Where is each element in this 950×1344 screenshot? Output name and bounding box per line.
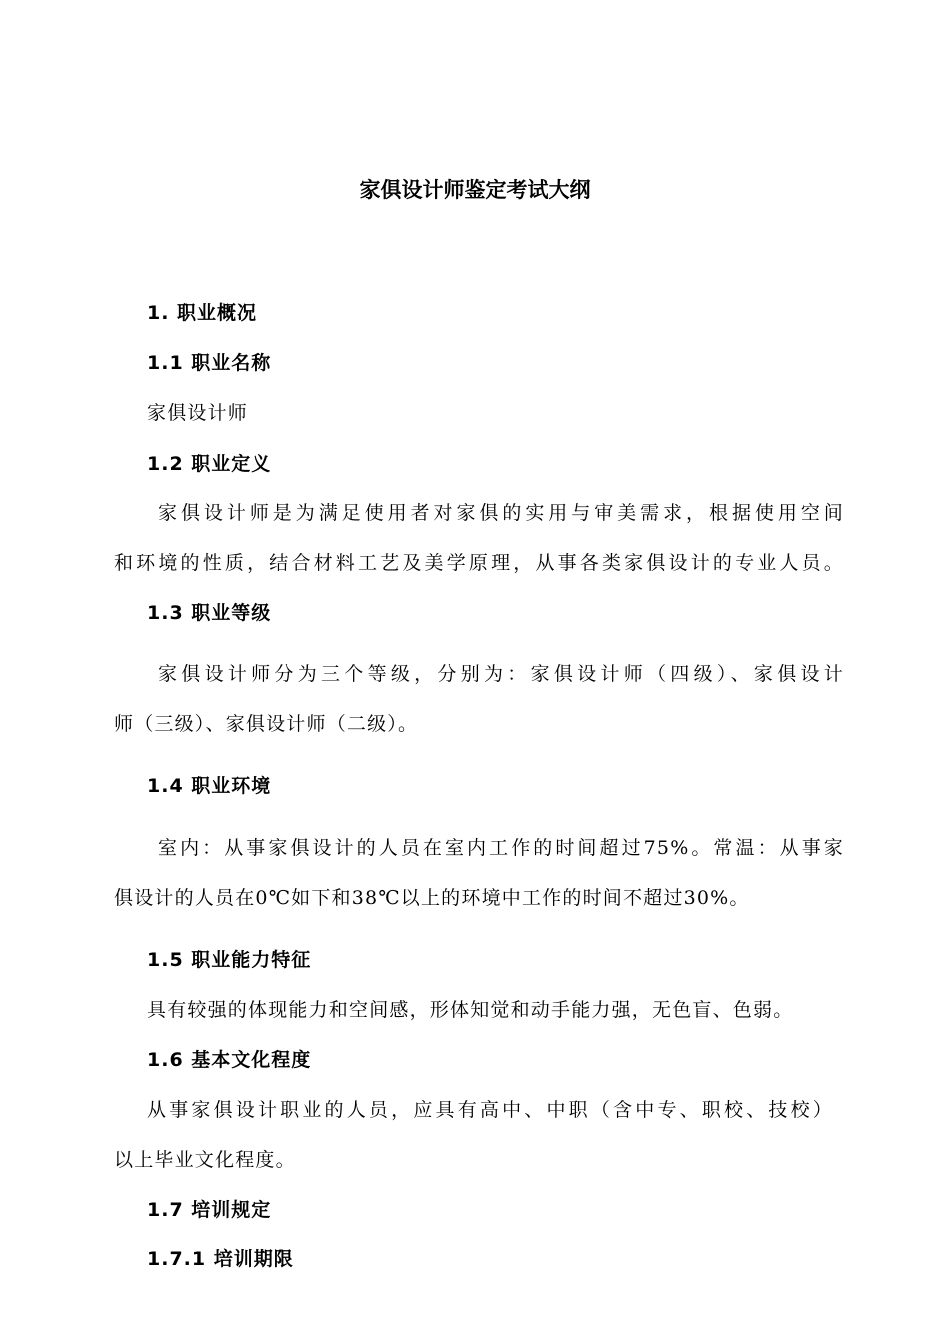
section-heading-1-2: 1.2 职业定义 (147, 453, 272, 475)
environment-line-2: 俱设计的人员在0℃如下和38℃以上的环境中工作的时间不超过30%。 (114, 887, 750, 909)
section-heading-1-4: 1.4 职业环境 (147, 775, 272, 797)
section-heading-1-3: 1.3 职业等级 (147, 602, 272, 624)
education-line-1: 从事家俱设计职业的人员，应具有高中、中职（含中专、职校、技校） (147, 1099, 833, 1121)
occupation-name-text: 家俱设计师 (147, 402, 249, 424)
education-line-2: 以上毕业文化程度。 (114, 1149, 296, 1171)
section-heading-1-6: 1.6 基本文化程度 (147, 1049, 312, 1071)
section-heading-1: 1. 职业概况 (147, 302, 258, 324)
environment-line-1: 室内：从事家俱设计的人员在室内工作的时间超过75%。常温：从事家 (158, 837, 844, 859)
section-heading-1-7-1: 1.7.1 培训期限 (147, 1248, 294, 1270)
definition-line-2: 和环境的性质，结合材料工艺及美学原理，从事各类家俱设计的专业人员。 (114, 552, 844, 574)
ability-text: 具有较强的体现能力和空间感，形体知觉和动手能力强，无色盲、色弱。 (147, 999, 794, 1021)
section-heading-1-5: 1.5 职业能力特征 (147, 949, 312, 971)
grades-line-1: 家俱设计师分为三个等级，分别为：家俱设计师（四级）、家俱设计 (158, 663, 844, 685)
section-heading-1-7: 1.7 培训规定 (147, 1199, 272, 1221)
section-heading-1-1: 1.1 职业名称 (147, 352, 272, 374)
grades-line-2: 师（三级）、家俱设计师（二级）。 (114, 713, 419, 735)
definition-line-1: 家俱设计师是为满足使用者对家俱的实用与审美需求，根据使用空间 (158, 502, 844, 524)
document-title: 家俱设计师鉴定考试大纲 (359, 178, 591, 202)
